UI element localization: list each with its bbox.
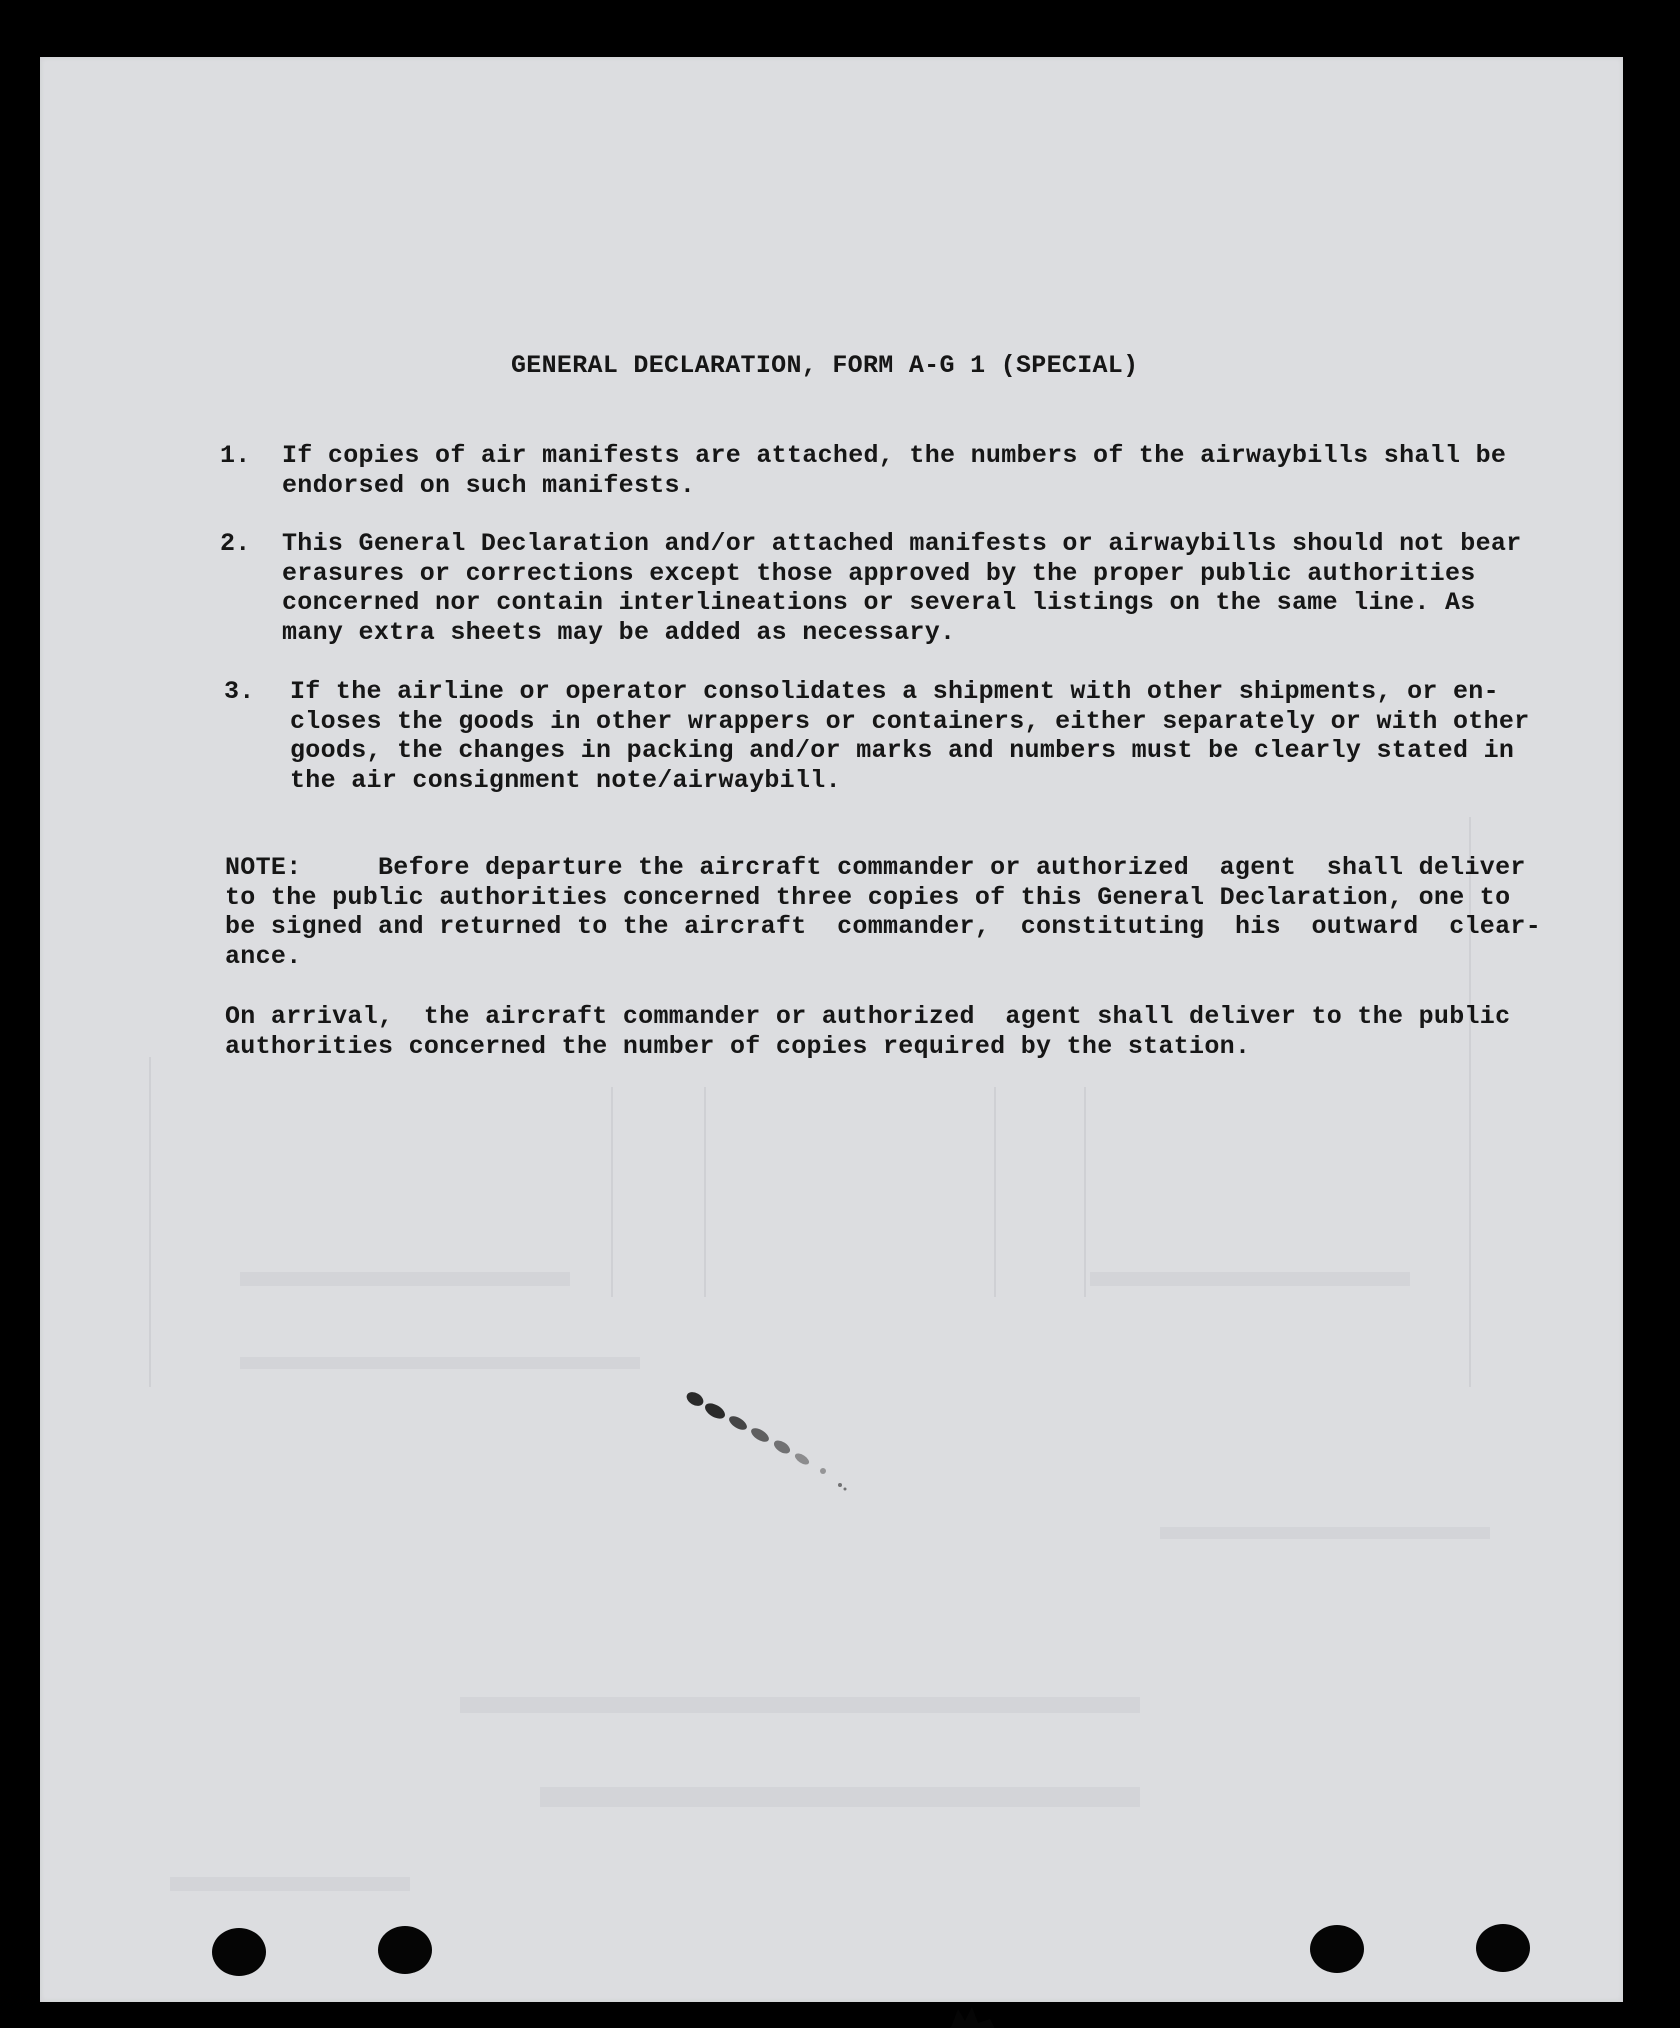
item-line: If the airline or operator consolidates a shipment with other shipments, or en-	[290, 677, 1499, 706]
item-text	[282, 529, 1522, 647]
departure-note	[225, 853, 1542, 971]
item-line: concerned nor contain interlineations or several listings on the same line. As	[282, 588, 1476, 617]
item-line: many extra sheets may be added as necessary.	[282, 617, 956, 647]
item-line: endorsed on such manifests.	[282, 470, 696, 500]
item-line: goods, the changes in packing and/or marks and numbers must be clearly stated in	[290, 736, 1515, 765]
note-label: NOTE:	[225, 853, 302, 882]
note-line: be signed and returned to the aircraft commander, constituting his outward clear-	[225, 912, 1542, 941]
arrival-line: authorities concerned the number of copies required by the station.	[225, 1031, 1251, 1061]
item-line: erasures or corrections except those approved by the proper public authorities	[282, 558, 1476, 588]
item-line: If copies of air manifests are attached, the numbers of the airwaybills shall be	[282, 441, 1507, 470]
form-title: GENERAL DECLARATION, FORM A-G 1 (SPECIAL)	[511, 351, 1139, 380]
item-number: 2.	[220, 529, 251, 558]
punch-hole	[1476, 1924, 1530, 1972]
note-line: ance.	[225, 941, 302, 971]
ink-smudge-mark	[680, 1387, 850, 1497]
note-first-line	[225, 853, 1535, 883]
arrival-paragraph	[225, 1002, 1537, 1061]
item-line: closes the goods in other wrappers or containers, either separately or with other	[290, 706, 1530, 736]
item-number: 3.	[224, 677, 255, 706]
note-line: to the public authorities concerned three copies of this General Declaration, one to	[225, 882, 1511, 912]
arrival-line: On arrival, the aircraft commander or authorized agent shall deliver to the public	[225, 1002, 1511, 1031]
instruction-item-1	[220, 441, 1535, 500]
paper-sheet	[40, 57, 1623, 2002]
item-line: This General Declaration and/or attached manifests or airwaybills should not bear	[282, 529, 1522, 558]
item-line: the air consignment note/airwaybill.	[290, 765, 841, 795]
item-number: 1.	[220, 441, 251, 470]
torn-edge-mark	[910, 1999, 1020, 2028]
instruction-item-3	[224, 677, 1542, 795]
punch-hole	[378, 1926, 432, 1974]
punch-hole	[1310, 1925, 1364, 1973]
punch-hole	[212, 1928, 266, 1976]
note-line: Before departure the aircraft commander or authorized agent shall deliver	[378, 853, 1526, 882]
instruction-item-2	[220, 529, 1535, 647]
item-text	[290, 677, 1530, 795]
item-text	[282, 441, 1506, 500]
